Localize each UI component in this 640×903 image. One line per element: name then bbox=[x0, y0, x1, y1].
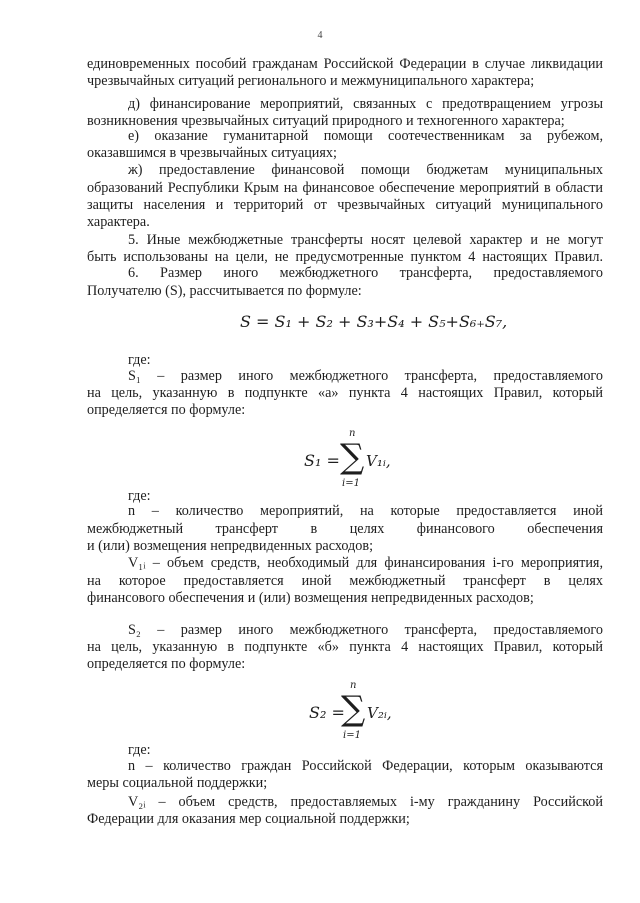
text-line: S₂ – размер иного межбюджетного трансферта, предоставляемого bbox=[128, 622, 603, 638]
text-line: чрезвычайных ситуаций регионального и межмуниципального характера; bbox=[87, 73, 535, 89]
text-line: определяется по формуле: bbox=[87, 656, 246, 672]
text-line: где: bbox=[128, 488, 151, 504]
formula-s-total: S = S₁ + S₂ + S₃+S₄ + S₅+S₆₊S₇, bbox=[240, 312, 508, 331]
text-line: е) оказание гуманитарной помощи соотечественникам за рубежом, bbox=[128, 128, 603, 144]
text-line: образований Республики Крым на финансовое обеспечение мероприятий в области bbox=[87, 180, 603, 196]
text-line: ж) предоставление финансовой помощи бюджетам муниципальных bbox=[128, 162, 603, 178]
sigma-symbol: ∑ bbox=[341, 689, 366, 729]
text-line: где: bbox=[128, 352, 151, 368]
text-line: характера. bbox=[87, 214, 150, 230]
formula-lhs: S₂ = bbox=[309, 703, 345, 722]
text-line: на цель, указанную в подпункте «а» пункта 4 настоящих Правил, который bbox=[87, 385, 603, 401]
text-line: и (или) возмещения непредвиденных расходов; bbox=[87, 538, 374, 554]
text-line: Федерации для оказания мер социальной поддержки; bbox=[87, 811, 410, 827]
formula-s1 bbox=[300, 428, 430, 492]
text-line: n – количество граждан Российской Федерации, которым оказываются bbox=[128, 758, 603, 774]
page-number: 4 bbox=[317, 30, 323, 41]
text-line: на цель, указанную в подпункте «б» пункта 4 настоящих Правил, который bbox=[87, 639, 603, 655]
text-line: д) финансирование мероприятий, связанных с предотвращением угрозы bbox=[128, 96, 603, 112]
text-line: V₂ᵢ – объем средств, предоставляемых i-му гражданину Российской bbox=[128, 794, 603, 810]
text-line: быть использованы на цели, не предусмотренные пунктом 4 настоящих Правил. bbox=[87, 249, 603, 265]
formula-s2 bbox=[305, 680, 435, 744]
sum-lower-limit: i=1 bbox=[342, 478, 360, 489]
text-line: определяется по формуле: bbox=[87, 402, 246, 418]
text-line: возникновения чрезвычайных ситуаций природного и техногенного характера; bbox=[87, 113, 565, 129]
text-line: межбюджетный трансферт в целях финансового обеспечения bbox=[87, 521, 603, 537]
text-line: на которое предоставляется иной межбюджетный трансферт в целях bbox=[87, 573, 603, 589]
text-line: Получателю (S), рассчитывается по формуле: bbox=[87, 283, 362, 299]
text-line: V₁ᵢ – объем средств, необходимый для финансирования i-го мероприятия, bbox=[128, 555, 603, 571]
text-line: финансового обеспечения и (или) возмещения непредвиденных расходов; bbox=[87, 590, 534, 606]
sigma-symbol: ∑ bbox=[340, 437, 365, 477]
sum-upper-limit: n bbox=[349, 428, 356, 439]
text-line: защиты населения и территорий от чрезвычайных ситуаций муниципального bbox=[87, 197, 603, 213]
text-line: 5. Иные межбюджетные трансферты носят целевой характер и не могут bbox=[128, 232, 603, 248]
sum-lower-limit: i=1 bbox=[343, 730, 361, 741]
text-line: 6. Размер иного межбюджетного трансферта, предоставляемого bbox=[128, 265, 603, 281]
formula-lhs: S₁ = bbox=[304, 451, 340, 470]
formula-rhs: V₁ᵢ, bbox=[366, 452, 391, 470]
sum-upper-limit: n bbox=[350, 680, 357, 691]
text-line: оказавшимся в чрезвычайных ситуациях; bbox=[87, 145, 337, 161]
text-line: где: bbox=[128, 742, 151, 758]
text-line: n – количество мероприятий, на которые предоставляется иной bbox=[128, 503, 603, 519]
text-line: единовременных пособий гражданам Российской Федерации в случае ликвидации bbox=[87, 56, 603, 72]
formula-rhs: V₂ᵢ, bbox=[367, 704, 392, 722]
text-line: меры социальной поддержки; bbox=[87, 775, 268, 791]
text-line: S₁ – размер иного межбюджетного трансферта, предоставляемого bbox=[128, 368, 603, 384]
